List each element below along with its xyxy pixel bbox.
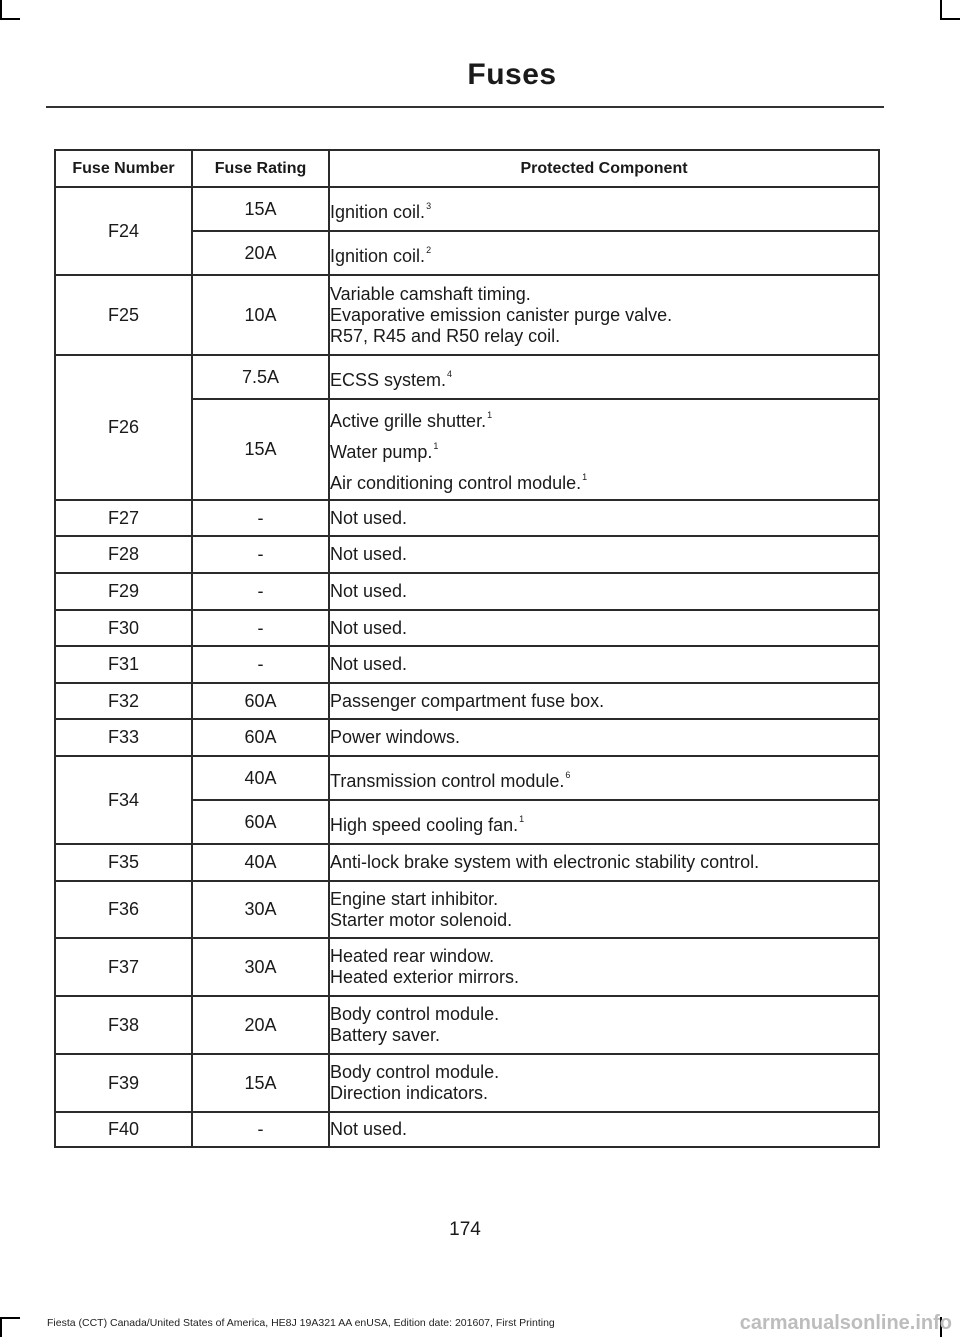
fuse-rating-cell: 40A — [192, 756, 329, 800]
footnote-marker: 6 — [565, 769, 571, 780]
protected-component-cell — [329, 646, 879, 683]
fuse-rating-cell: 15A — [192, 1054, 329, 1112]
protected-component-cell — [329, 996, 879, 1054]
fuse-number-cell: F26 — [55, 355, 192, 500]
component-line — [330, 765, 878, 792]
protected-component-cell — [329, 610, 879, 646]
crop-mark-top-left-h — [0, 18, 20, 20]
component-line — [330, 618, 878, 639]
component-text: Not used. — [330, 507, 408, 528]
component-text: Evaporative emission canister purge valve. — [330, 304, 673, 325]
protected-component-cell — [329, 536, 879, 573]
protected-component-cell — [329, 756, 879, 800]
component-line — [330, 1004, 878, 1025]
fuse-rating-cell: 15A — [192, 399, 329, 500]
footnote-marker: 4 — [447, 368, 453, 379]
fuse-rating-cell: 15A — [192, 187, 329, 231]
component-text: Transmission control module. — [330, 770, 565, 791]
component-line — [330, 508, 878, 529]
component-line — [330, 1083, 878, 1104]
fuse-rating-cell: 40A — [192, 844, 329, 881]
protected-component-cell — [329, 683, 879, 719]
component-line — [330, 809, 878, 836]
fuse-number-cell: F38 — [55, 996, 192, 1054]
crop-mark-top-left — [0, 0, 2, 20]
crop-mark-bottom-left-h — [0, 1317, 20, 1319]
footnote-marker: 3 — [426, 200, 432, 211]
table-row — [55, 1112, 879, 1147]
fuse-rating-cell: - — [192, 646, 329, 683]
crop-mark-top-right — [940, 0, 942, 20]
fuse-rating-cell: 20A — [192, 996, 329, 1054]
component-line — [330, 581, 878, 602]
crop-mark-top-right-h — [940, 18, 960, 20]
fuse-number-cell: F34 — [55, 756, 192, 844]
protected-component-cell — [329, 187, 879, 231]
component-text: Body control module. — [330, 1004, 500, 1024]
table-row — [55, 996, 879, 1054]
fuse-rating-cell: - — [192, 500, 329, 536]
page-title: Fuses — [467, 58, 557, 91]
table-row — [55, 646, 879, 683]
table-header-row — [55, 150, 879, 187]
protected-component-cell — [329, 1112, 879, 1147]
table-row — [55, 610, 879, 646]
component-line — [330, 436, 878, 463]
footnote-marker: 1 — [433, 441, 439, 451]
protected-component-cell — [329, 881, 879, 938]
table-row — [55, 275, 879, 355]
component-text: Direction indicators. — [330, 1083, 489, 1103]
component-text: Anti-lock brake system with electronic stability control. — [330, 852, 760, 872]
footnote-marker: 2 — [426, 244, 432, 255]
component-line — [330, 691, 878, 712]
fuse-rating-cell: 30A — [192, 938, 329, 996]
component-text: Power windows. — [330, 727, 461, 747]
component-line — [330, 240, 878, 267]
table-row — [55, 683, 879, 719]
protected-component-cell — [329, 938, 879, 996]
table-row — [55, 187, 879, 231]
table-row — [55, 500, 879, 536]
protected-component-cell — [329, 844, 879, 881]
component-line — [330, 910, 878, 931]
component-line — [330, 1062, 878, 1083]
page-number: 174 — [449, 1219, 481, 1240]
column-header-protected-component: Protected Component — [329, 150, 879, 187]
component-text: Passenger compartment fuse box. — [330, 690, 605, 711]
component-text: Engine start inhibitor. — [330, 888, 499, 909]
component-text: Ignition coil. — [330, 245, 426, 266]
component-line — [330, 196, 878, 223]
component-line — [330, 852, 878, 873]
fuse-number-cell: F40 — [55, 1112, 192, 1147]
table-row — [55, 1054, 879, 1112]
component-line — [330, 654, 878, 675]
column-header-fuse-rating: Fuse Rating — [192, 150, 329, 187]
fuse-table — [54, 149, 880, 1148]
component-text: Body control module. — [330, 1062, 500, 1082]
component-text: Not used. — [330, 581, 408, 601]
component-line — [330, 405, 878, 432]
protected-component-cell — [329, 500, 879, 536]
footnote-marker: 1 — [582, 472, 588, 482]
component-line — [330, 544, 878, 565]
fuse-number-cell: F25 — [55, 275, 192, 355]
table-row — [55, 536, 879, 573]
fuse-number-cell: F28 — [55, 536, 192, 573]
component-text: Battery saver. — [330, 1025, 441, 1045]
component-text: Not used. — [330, 544, 408, 564]
fuse-rating-cell: 7.5A — [192, 355, 329, 399]
protected-component-cell — [329, 355, 879, 399]
component-text: ECSS system. — [330, 369, 447, 390]
component-line — [330, 326, 878, 347]
footnote-marker: 1 — [487, 410, 493, 420]
protected-component-cell — [329, 573, 879, 610]
component-text: Not used. — [330, 654, 408, 674]
fuse-rating-cell: - — [192, 1112, 329, 1147]
protected-component-cell — [329, 719, 879, 756]
watermark-logo: carmanualsonline.info — [739, 1312, 952, 1334]
component-line — [330, 727, 878, 748]
component-line — [330, 889, 878, 910]
table-row — [55, 881, 879, 938]
fuse-number-cell: F29 — [55, 573, 192, 610]
fuse-rating-cell: 60A — [192, 800, 329, 844]
table-row — [55, 573, 879, 610]
component-text: Not used. — [330, 617, 408, 638]
component-text: Ignition coil. — [330, 201, 426, 222]
fuse-rating-cell: 20A — [192, 231, 329, 275]
table-row — [55, 844, 879, 881]
fuse-rating-cell: 10A — [192, 275, 329, 355]
fuse-number-cell: F37 — [55, 938, 192, 996]
fuse-number-cell: F32 — [55, 683, 192, 719]
component-text: Active grille shutter. — [330, 411, 487, 431]
edition-footer: Fiesta (CCT) Canada/United States of America, HE8J 19A321 AA enUSA, Edition date: 201607, First Printing — [47, 1317, 555, 1329]
fuse-rating-cell: 30A — [192, 881, 329, 938]
component-line — [330, 305, 878, 326]
fuse-number-cell: F33 — [55, 719, 192, 756]
table-row — [55, 756, 879, 800]
component-line — [330, 467, 878, 494]
component-line — [330, 946, 878, 967]
component-text: High speed cooling fan. — [330, 814, 519, 835]
protected-component-cell — [329, 1054, 879, 1112]
fuse-rating-cell: 60A — [192, 719, 329, 756]
fuse-number-cell: F36 — [55, 881, 192, 938]
crop-mark-bottom-left — [0, 1317, 2, 1337]
column-header-fuse-number: Fuse Number — [55, 150, 192, 187]
component-line — [330, 1025, 878, 1046]
component-text: Heated rear window. — [330, 946, 495, 966]
component-text: Variable camshaft timing. — [330, 283, 531, 304]
fuse-rating-cell: - — [192, 573, 329, 610]
table-row — [55, 938, 879, 996]
component-line — [330, 1119, 878, 1140]
component-text: Starter motor solenoid. — [330, 909, 513, 930]
protected-component-cell — [329, 275, 879, 355]
component-text: Heated exterior mirrors. — [330, 967, 520, 987]
fuse-rating-cell: 60A — [192, 683, 329, 719]
fuse-number-cell: F24 — [55, 187, 192, 275]
fuse-number-cell: F35 — [55, 844, 192, 881]
component-text: Air conditioning control module. — [330, 473, 582, 493]
fuse-number-cell: F39 — [55, 1054, 192, 1112]
title-divider — [46, 106, 884, 108]
component-line — [330, 364, 878, 391]
component-text: Water pump. — [330, 442, 433, 462]
table-row — [55, 355, 879, 399]
table-row — [55, 719, 879, 756]
fuse-table-body — [55, 187, 879, 1147]
fuse-number-cell: F27 — [55, 500, 192, 536]
fuse-number-cell: F30 — [55, 610, 192, 646]
fuse-rating-cell: - — [192, 536, 329, 573]
component-text: Not used. — [330, 1119, 408, 1139]
protected-component-cell — [329, 800, 879, 844]
protected-component-cell — [329, 399, 879, 500]
component-line — [330, 967, 878, 988]
footnote-marker: 1 — [519, 813, 525, 824]
component-text: R57, R45 and R50 relay coil. — [330, 325, 561, 346]
component-line — [330, 284, 878, 305]
fuse-rating-cell: - — [192, 610, 329, 646]
protected-component-cell — [329, 231, 879, 275]
fuse-number-cell: F31 — [55, 646, 192, 683]
